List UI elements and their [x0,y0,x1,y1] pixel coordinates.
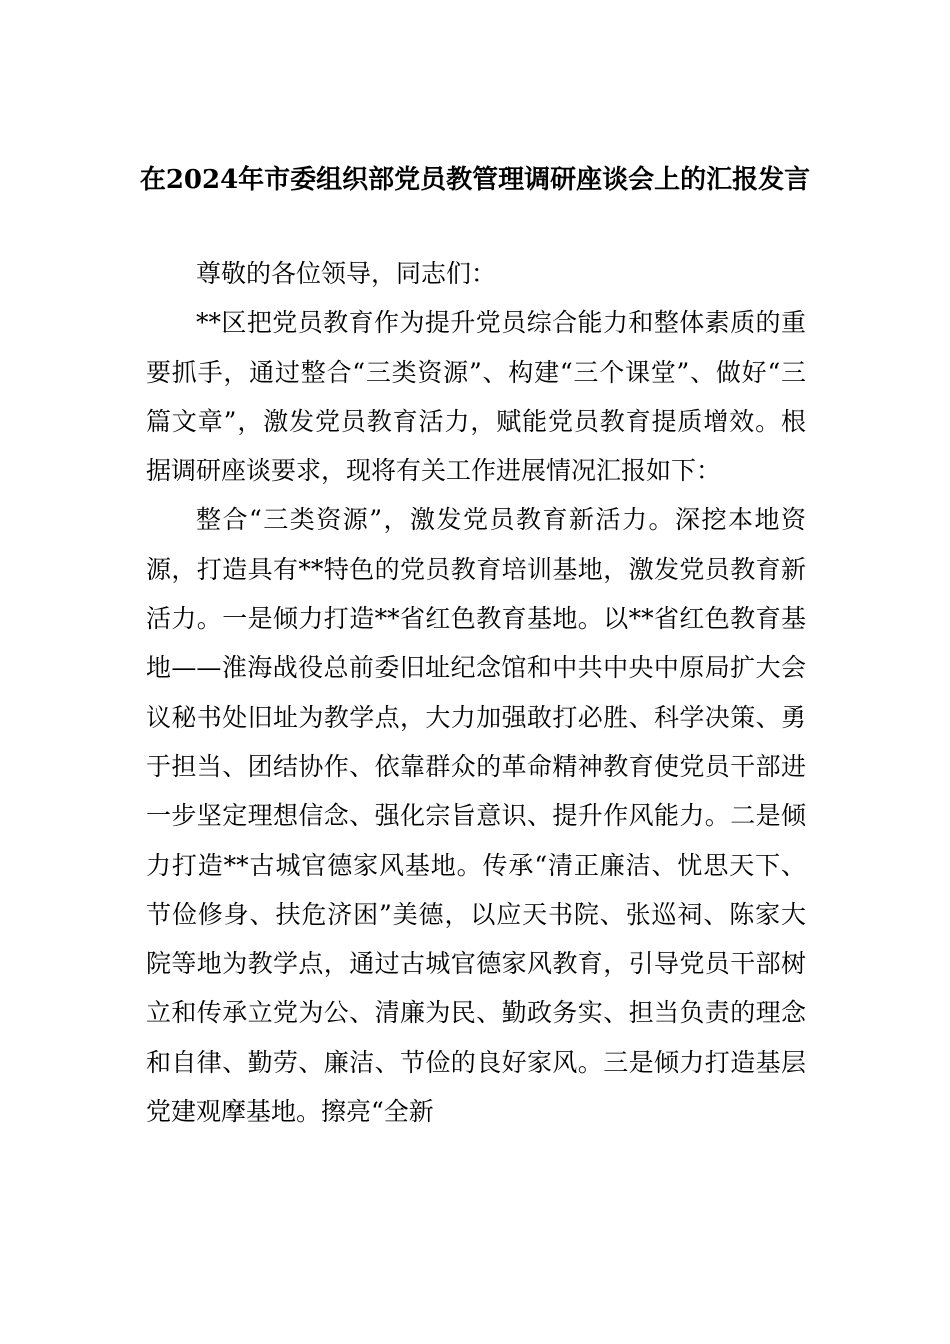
document-title: 在2024年市委组织部党员教管理调研座谈会上的汇报发言 [139,165,811,195]
salutation-paragraph: 尊敬的各位领导，同志们： [196,259,497,288]
section-paragraph: 整合“三类资源”，激发党员教育新活力。深挖本地资源，打造具有**特色的党员教育培训基地，激发党员教育新活力。一是倾力打造**省红色教育基地。以**省红色教育基地——淮海战役总前委旧址纪念馆和中共中央中原局扩大会议秘书处旧址为教学点，大力加强敢打必胜、科学决策、勇于担当、团结协作、依靠群众的革命精神教育使党员干部进一步坚定理想信念、强化宗旨意识、提升作风能力。二是倾力打造**古城官德家风基地。传承“清正廉洁、忧思天下、节俭修身、扶危济困”美德，以应天书院、张巡祠、陈家大院等地为教学点，通过古城官德家风教育，引导党员干部树立和传承立党为公、清廉为民、勤政务实、担当负责的理念和自律、勤劳、廉洁、节俭的良好家风。三是倾力打造基层党建观摩基地。擦亮“全新 [146,505,806,1127]
intro-paragraph: **区把党员教育作为提升党员综合能力和整体素质的重要抓手，通过整合“三类资源”、构建“三个课堂”、做好“三篇文章”，激发党员教育活力，赋能党员教育提质增效。根据调研座谈要求，现将有关工作进展情况汇报如下： [146,308,806,486]
document-body [146,249,806,1136]
